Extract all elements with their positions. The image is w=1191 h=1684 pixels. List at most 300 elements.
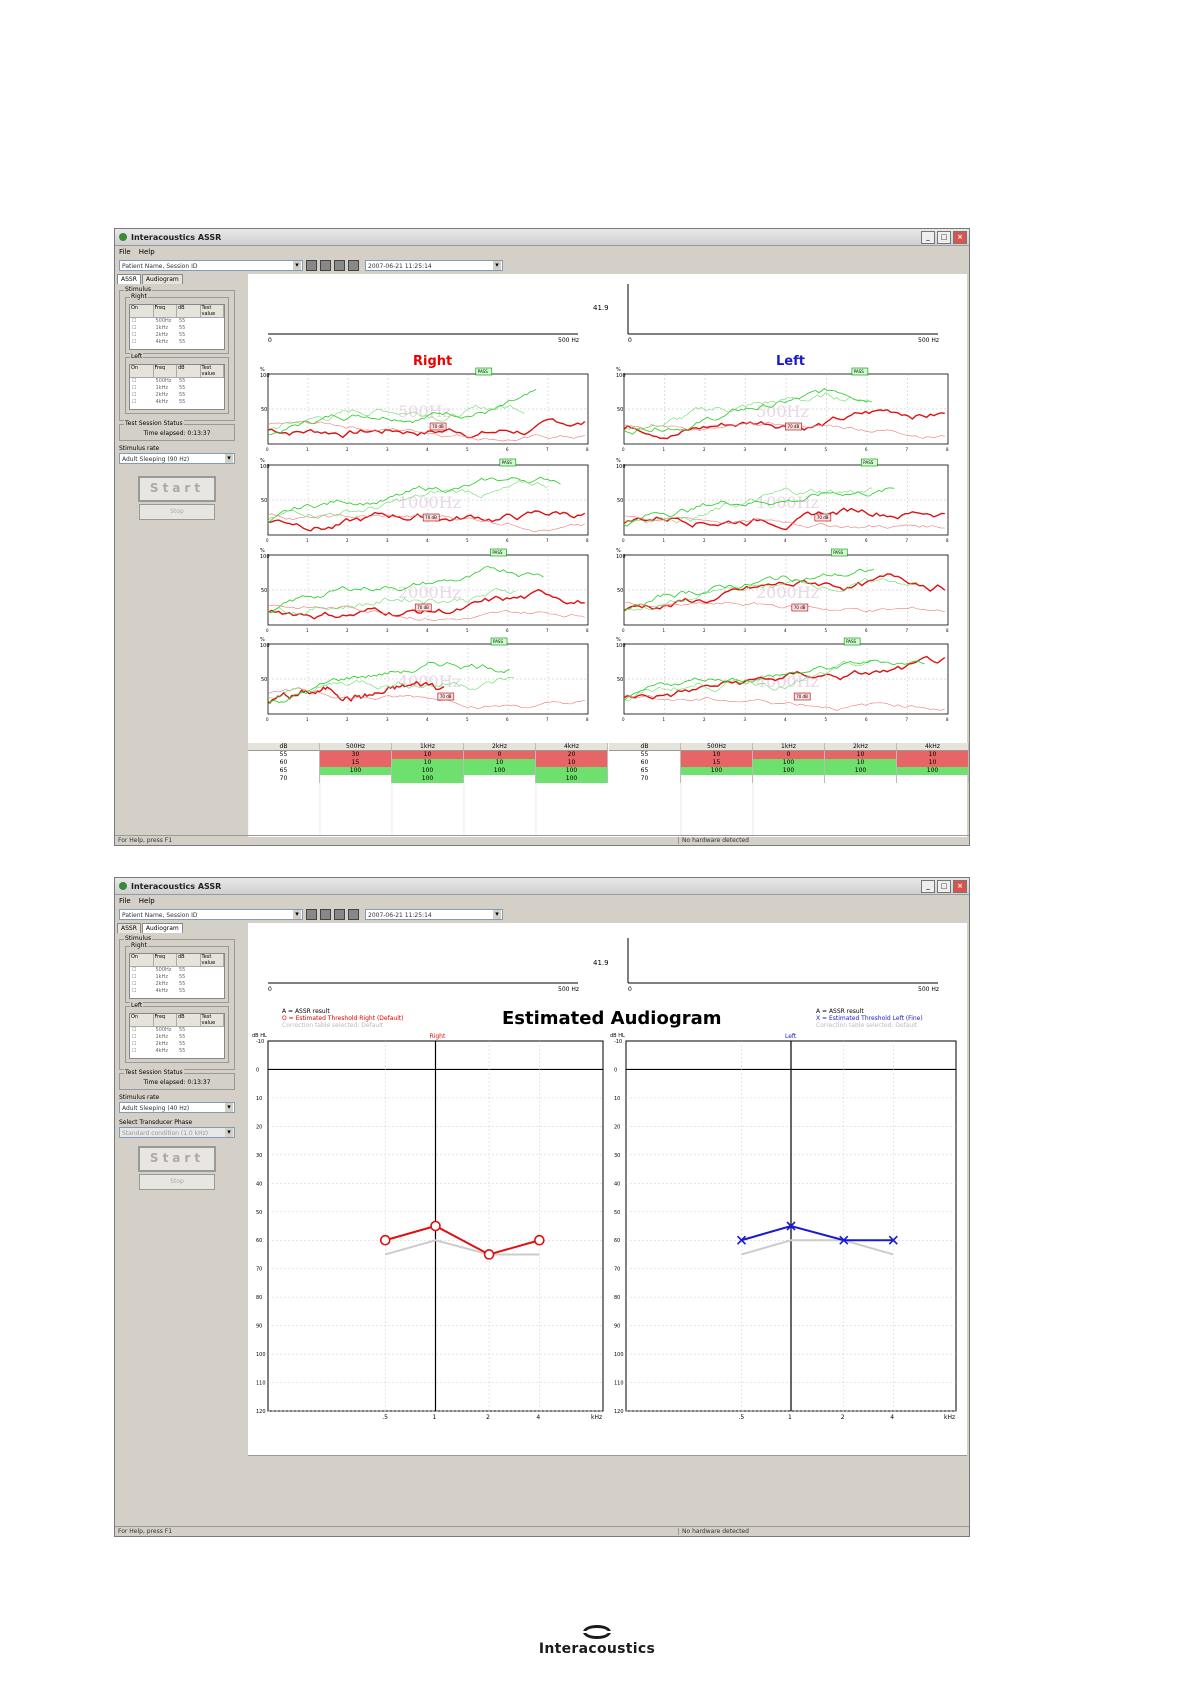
right-ear-label: Right [429,1033,446,1040]
y-unit-label: dB HL [610,1033,625,1039]
legend-right-3: Correction table selected: Default [282,1022,384,1029]
left-stim-label: Left [131,1002,143,1009]
y-unit-label: % [260,458,265,464]
left-panel [117,923,237,1190]
app-icon [119,882,127,890]
x-tick-label: 4 [426,447,429,452]
new-icon[interactable] [320,260,331,271]
threshold-marker-o [431,1222,440,1231]
y-tick-label: 40 [256,1181,263,1188]
y-unit-label: % [616,458,621,464]
x-tick-label: 0 [622,538,625,543]
session-status-label: Test Session Status [125,420,183,427]
x-tick-label: 1 [788,1414,792,1421]
list-item[interactable]: ☐ 2kHz 55 [132,332,186,338]
x-tick-label: 2 [703,717,706,722]
y-tick-label: -10 [614,1039,623,1045]
y-tick-label: 50 [617,588,624,594]
right-stim-group [125,942,229,1003]
right-stim-label: Right [131,942,147,949]
maximize-icon[interactable]: □ [937,880,951,893]
x-tick-label: 7 [546,538,549,543]
x-unit-label: kHz [591,1414,603,1421]
nr-tag-label: 70 dB [439,694,452,699]
x-tick-label: 6 [506,447,509,452]
session-status-group [119,1069,235,1090]
x-tick-label: 2 [346,447,349,452]
legend-left-3: Correction table selected: Default [816,1022,918,1029]
menu-file[interactable]: File [119,247,131,256]
status-bar [115,835,969,845]
stop-button[interactable]: Stop [139,504,215,520]
start-button[interactable]: Start [138,476,216,502]
x-tick-label: 6 [865,538,868,543]
x-tick-label: 7 [905,717,909,722]
print-icon[interactable] [334,260,345,271]
spectrum-x-end: 500 Hz [558,337,580,344]
y-tick-label: 90 [614,1323,621,1330]
frequency-watermark: 1000Hz [756,493,820,512]
pass-tag-label: PASS [833,550,844,555]
x-tick-label: 4 [784,717,787,722]
y-tick-label: 50 [261,677,268,683]
y-tick-label: -10 [256,1039,265,1045]
y-tick-label: 110 [614,1380,624,1387]
list-item[interactable]: ☐ 2kHz 55 [132,392,186,398]
save-icon[interactable] [348,909,359,920]
y-tick-label: 50 [614,1209,621,1216]
time-elapsed: Time elapsed: 0:13:37 [143,1079,211,1086]
audiogram-window [114,877,970,1537]
y-tick-label: 50 [617,677,624,683]
x-tick-label: 3 [386,628,389,633]
stim-rate-combo[interactable]: Adult Sleeping (90 Hz) ▾ [119,453,235,464]
x-tick-label: .5 [738,1414,745,1421]
table-row: 70 100 100 [248,775,608,783]
maximize-icon[interactable]: □ [937,231,951,244]
tab-assr[interactable]: ASSR [117,274,141,284]
y-tick-label: 50 [617,498,624,504]
app-icon [119,233,127,241]
x-tick-label: 2 [840,1414,845,1421]
session-status-group [119,420,235,441]
session-combo[interactable]: 2007-06-21 11:25:14 ▾ [365,909,503,920]
x-tick-label: 0 [266,628,269,633]
x-tick-label: 7 [905,628,909,633]
x-tick-label: 1 [662,717,666,722]
y-tick-label: 100 [614,1352,624,1359]
y-tick-label: 60 [256,1238,263,1245]
left-stim-group [125,1002,229,1063]
toolbar [115,906,969,922]
x-tick-label: 4 [784,538,787,543]
x-tick-label: 3 [743,538,747,543]
y-tick-label: 110 [256,1380,266,1387]
status-bar [115,1526,969,1536]
x-tick-label: 8 [586,538,589,543]
y-tick-label: 100 [616,373,626,379]
list-item[interactable]: ☐ 4kHz 55 [132,399,186,405]
right-stim-list: On Freq dB Test value ☐ 500Hz 55 ☐ 1kHz 55 ☐ 2kHz 55 ☐ 4kHz 55 [129,953,225,999]
list-item[interactable]: ☐ 1kHz 55 [132,1034,186,1040]
pass-tag-label: PASS [493,639,504,644]
x-tick-label: 2 [346,717,349,722]
x-tick-label: 4 [426,717,429,722]
y-tick-label: 100 [260,373,270,379]
x-tick-label: 3 [743,717,747,722]
list-item[interactable]: ☐ 4kHz 55 [132,1048,186,1054]
menu-help[interactable]: Help [138,247,155,256]
x-tick-label: 0 [622,717,625,722]
list-item[interactable]: ☐ 500Hz 55 [132,378,186,384]
stimulus-group [119,935,235,1070]
x-tick-label: 0 [266,447,269,452]
table-row: 65 100 100 100 100 [248,767,608,775]
stop-button[interactable]: Stop [139,1174,215,1190]
list-item[interactable]: ☐ 4kHz 55 [132,988,186,994]
assr-window [114,228,970,846]
toolbar [115,257,969,273]
assr-main-area [248,274,967,837]
status-hardware: No hardware detected [678,837,969,844]
menu-bar [115,895,969,906]
interacoustics-logo [527,1625,667,1657]
tab-audiogram[interactable]: Audiogram [142,274,183,284]
session-status-label: Test Session Status [125,1069,183,1076]
y-tick-label: 100 [260,464,270,470]
patient-combo[interactable]: Patient Name, Session ID ▾ [119,260,303,271]
y-tick-label: 40 [614,1181,621,1188]
x-tick-label: 8 [586,717,589,722]
x-tick-label: 8 [946,628,949,633]
spectrum-mid-label: 41.9 [593,959,609,967]
list-item[interactable]: ☐ 2kHz 55 [132,981,186,987]
spectrum-x-start: 0 [268,337,272,344]
x-tick-label: 7 [546,717,549,722]
nr-tag-label: 70 dB [787,424,800,429]
time-elapsed: Time elapsed: 0:13:37 [143,430,211,437]
y-tick-label: 0 [256,1067,260,1074]
table-row: 65 100 100 100 100 [609,767,969,775]
close-icon[interactable]: × [953,231,967,244]
list-item[interactable]: ☐ 500Hz 55 [132,1027,186,1033]
nr-tag-label: 70 dB [432,424,444,429]
y-tick-label: 60 [614,1238,621,1245]
y-tick-label: 50 [256,1209,263,1216]
print-icon[interactable] [334,909,345,920]
stim-rate-combo[interactable]: Adult Sleeping (40 Hz) ▾ [119,1102,235,1113]
x-tick-label: 5 [466,538,469,543]
spectrum-mid-label: 41.9 [593,304,609,312]
col-freq: Freq [154,305,178,317]
x-tick-label: 1 [662,538,666,543]
x-tick-label: 6 [865,447,868,452]
y-tick-label: 20 [256,1124,263,1131]
x-tick-label: 3 [386,447,389,452]
x-tick-label: 0 [266,717,269,722]
y-tick-label: 80 [614,1295,621,1302]
left-panel [117,274,237,520]
x-tick-label: 3 [386,538,389,543]
list-item[interactable]: ☐ 500Hz 55 [132,967,186,973]
threshold-marker-o [485,1250,494,1259]
left-ear-label: Left [785,1033,797,1040]
pass-tag-label: PASS [492,550,503,555]
x-tick-label: 5 [824,717,828,722]
y-unit-label: % [260,367,265,373]
left-stim-list: On Freq dB Test value ☐ 500Hz 55 ☐ 1kHz 55 ☐ 2kHz 55 ☐ 4kHz 55 [129,1013,225,1059]
x-tick-label: 6 [506,717,509,722]
y-unit-label: % [616,637,621,643]
frequency-watermark: 500Hz [756,402,809,421]
frequency-watermark: 2000Hz [398,583,462,602]
frequency-watermark: 4000Hz [398,672,462,691]
x-tick-label: 0 [266,538,269,543]
y-tick-label: 20 [614,1124,621,1131]
x-tick-label: 2 [703,447,706,452]
y-tick-label: 120 [614,1409,624,1415]
x-tick-label: 4 [536,1414,541,1421]
x-tick-label: 7 [905,447,909,452]
table-row: dB 500Hz 1kHz 2kHz 4kHz [248,743,608,751]
y-tick-label: 80 [256,1295,263,1302]
x-tick-label: 7 [546,628,549,633]
x-tick-label: 0 [622,447,625,452]
pass-tag-label: PASS [477,369,488,374]
list-icon[interactable] [306,260,317,271]
results-table-left [609,743,969,783]
status-hardware: No hardware detected [678,1528,969,1535]
x-tick-label: 2 [703,628,706,633]
y-tick-label: 10 [256,1095,263,1102]
legend-left-2: X = Estimated Threshold Left (Fine) [816,1015,923,1022]
x-tick-label: 5 [466,717,469,722]
pass-tag-label: PASS [853,369,864,374]
y-unit-label: % [260,548,265,554]
frequency-watermark: 2000Hz [756,583,820,602]
legend-right [282,1008,404,1029]
list-item[interactable]: ☐ 500Hz 55 [132,318,186,324]
nr-tag-label: 70 dB [425,515,437,520]
y-tick-label: 100 [256,1352,266,1359]
nr-tag-label: 70 dB [816,515,829,520]
x-tick-label: 1 [306,538,309,543]
x-tick-label: 1 [306,717,309,722]
tab-audiogram[interactable]: Audiogram [142,923,183,933]
y-tick-label: 70 [614,1266,621,1273]
x-tick-label: 5 [466,447,469,452]
x-tick-label: 5 [466,628,469,633]
legend-right-2: O = Estimated Threshold Right (Default) [282,1015,404,1022]
x-tick-label: 1 [306,628,309,633]
table-row: 70 [609,775,969,783]
table-row: 60 15 100 10 10 [609,759,969,767]
y-tick-label: 100 [616,554,626,560]
status-help: For Help, press F1 [118,1528,173,1535]
frequency-watermark: 500Hz [398,402,451,421]
list-item[interactable]: ☐ 1kHz 55 [132,385,186,391]
list-item[interactable]: ☐ 4kHz 55 [132,339,186,345]
y-unit-label: dB HL [252,1033,267,1039]
x-tick-label: 4 [426,628,429,633]
right-ear-title: Right [413,354,453,369]
minimize-icon[interactable]: _ [921,231,935,244]
x-tick-label: 7 [546,447,549,452]
y-tick-label: 30 [614,1152,621,1159]
spectrum-x-start: 0 [628,337,632,344]
x-tick-label: .5 [382,1414,388,1421]
y-unit-label: % [616,367,621,373]
notes-panel [248,1455,967,1492]
frequency-watermark: 4000Hz [756,672,820,691]
transducer-label: Select Transducer Phase [119,1119,193,1126]
results-table-right [248,743,608,783]
col-on: On [130,305,154,317]
x-tick-label: 6 [506,538,509,543]
menu-help[interactable]: Help [138,896,155,905]
y-tick-label: 50 [261,588,268,594]
spectrum-x-start: 0 [628,986,632,993]
legend-right-1: A = ASSR result [282,1008,330,1015]
y-unit-label: % [260,637,265,643]
x-tick-label: 6 [865,717,868,722]
y-tick-label: 50 [261,407,268,413]
stim-rate-label: Stimulus rate [119,1094,160,1101]
x-tick-label: 6 [506,628,509,633]
x-tick-label: 2 [703,538,706,543]
minimize-icon[interactable]: _ [921,880,935,893]
y-tick-label: 100 [616,464,626,470]
nr-tag-label: 70 dB [796,694,808,699]
save-icon[interactable] [348,260,359,271]
pass-tag-label: PASS [501,460,512,465]
table-row: 55 10 0 10 10 [609,751,969,759]
y-tick-label: 30 [256,1152,263,1159]
x-tick-label: 1 [662,628,666,633]
x-tick-label: 4 [426,538,429,543]
x-tick-label: 5 [824,538,828,543]
x-tick-label: 2 [346,628,349,633]
x-tick-label: 8 [946,447,949,452]
spectrum-x-end: 500 Hz [918,337,940,344]
table-row: dB 500Hz 1kHz 2kHz 4kHz [609,743,969,751]
brand-name: Interacoustics [538,1641,656,1657]
x-tick-label: 1 [662,447,666,452]
left-ear-title: Left [776,354,805,369]
list-icon[interactable] [306,909,317,920]
pass-tag-label: PASS [863,460,874,465]
right-stim-group [125,293,229,354]
tab-assr[interactable]: ASSR [117,923,141,933]
tab-strip [117,274,237,284]
x-tick-label: 3 [743,628,747,633]
x-unit-label: kHz [944,1414,956,1421]
col-test-value: Test value [201,305,225,317]
nr-tag-label: 70 dB [793,605,806,610]
spectrum-x-end: 500 Hz [918,986,940,993]
list-item[interactable]: ☐ 2kHz 55 [132,1041,186,1047]
window-title: Interacoustics ASSR [131,881,222,891]
frequency-watermark: 1000Hz [398,493,462,512]
menu-bar [115,246,969,257]
x-tick-label: 2 [486,1414,490,1421]
table-row: 55 30 10 0 20 [248,751,608,759]
x-tick-label: 3 [386,717,389,722]
threshold-marker-o [381,1236,390,1245]
x-tick-label: 4 [784,447,787,452]
new-icon[interactable] [320,909,331,920]
logo-icon [583,1625,611,1639]
x-tick-label: 2 [346,538,349,543]
y-tick-label: 70 [256,1266,263,1273]
x-tick-label: 1 [306,447,309,452]
list-item[interactable]: ☐ 1kHz 55 [132,974,186,980]
pass-tag-label: PASS [846,639,857,644]
y-tick-label: 10 [614,1095,621,1102]
title-bar [115,878,969,895]
x-tick-label: 5 [824,447,828,452]
x-tick-label: 7 [905,538,909,543]
x-tick-label: 3 [743,447,747,452]
audiogram-main-area [248,923,967,1491]
stimulus-label: Stimulus [125,935,152,942]
left-stim-list: On Freq dB Test value ☐ 500Hz 55 ☐ 1kHz 55 ☐ 2kHz 55 ☐ 4kHz 55 [129,364,225,410]
x-tick-label: 8 [946,717,949,722]
window-title: Interacoustics ASSR [131,232,222,242]
y-tick-label: 120 [256,1409,266,1415]
x-tick-label: 8 [946,538,949,543]
spectrum-x-start: 0 [268,986,272,993]
title-bar [115,229,969,246]
stimulus-label: Stimulus [125,286,152,293]
y-tick-label: 100 [260,643,270,649]
x-tick-label: 8 [586,628,589,633]
y-tick-label: 100 [616,643,626,649]
x-tick-label: 8 [586,447,589,452]
threshold-marker-o [535,1236,544,1245]
y-tick-label: 50 [261,498,268,504]
stimulus-group [119,286,235,421]
right-stim-label: Right [131,293,147,300]
close-icon[interactable]: × [953,880,967,893]
x-tick-label: 6 [865,628,868,633]
y-tick-label: 50 [617,407,624,413]
session-combo[interactable]: 2007-06-21 11:25:14 ▾ [365,260,503,271]
y-tick-label: 90 [256,1323,263,1330]
col-db: dB [177,305,201,317]
left-stim-group [125,353,229,414]
right-stim-list [129,304,225,350]
x-tick-label: 1 [432,1414,437,1421]
patient-combo[interactable]: Patient Name, Session ID ▾ [119,909,303,920]
transducer-combo[interactable]: Standard condition (1.0 kHz) ▾ [119,1127,235,1138]
x-tick-label: 4 [890,1414,895,1421]
stim-rate-label: Stimulus rate [119,445,160,452]
legend-left [816,1008,923,1029]
legend-left-1: A = ASSR result [816,1008,864,1015]
x-tick-label: 4 [784,628,787,633]
table-row: 60 15 10 10 10 [248,759,608,767]
menu-file[interactable]: File [119,896,131,905]
y-unit-label: % [616,548,621,554]
left-stim-label: Left [131,353,143,360]
spectrum-x-end: 500 Hz [558,986,580,993]
list-item[interactable]: ☐ 1kHz 55 [132,325,186,331]
y-tick-label: 100 [260,554,270,560]
tab-strip [117,923,237,933]
status-help: For Help, press F1 [118,837,173,844]
start-button[interactable]: Start [138,1146,216,1172]
